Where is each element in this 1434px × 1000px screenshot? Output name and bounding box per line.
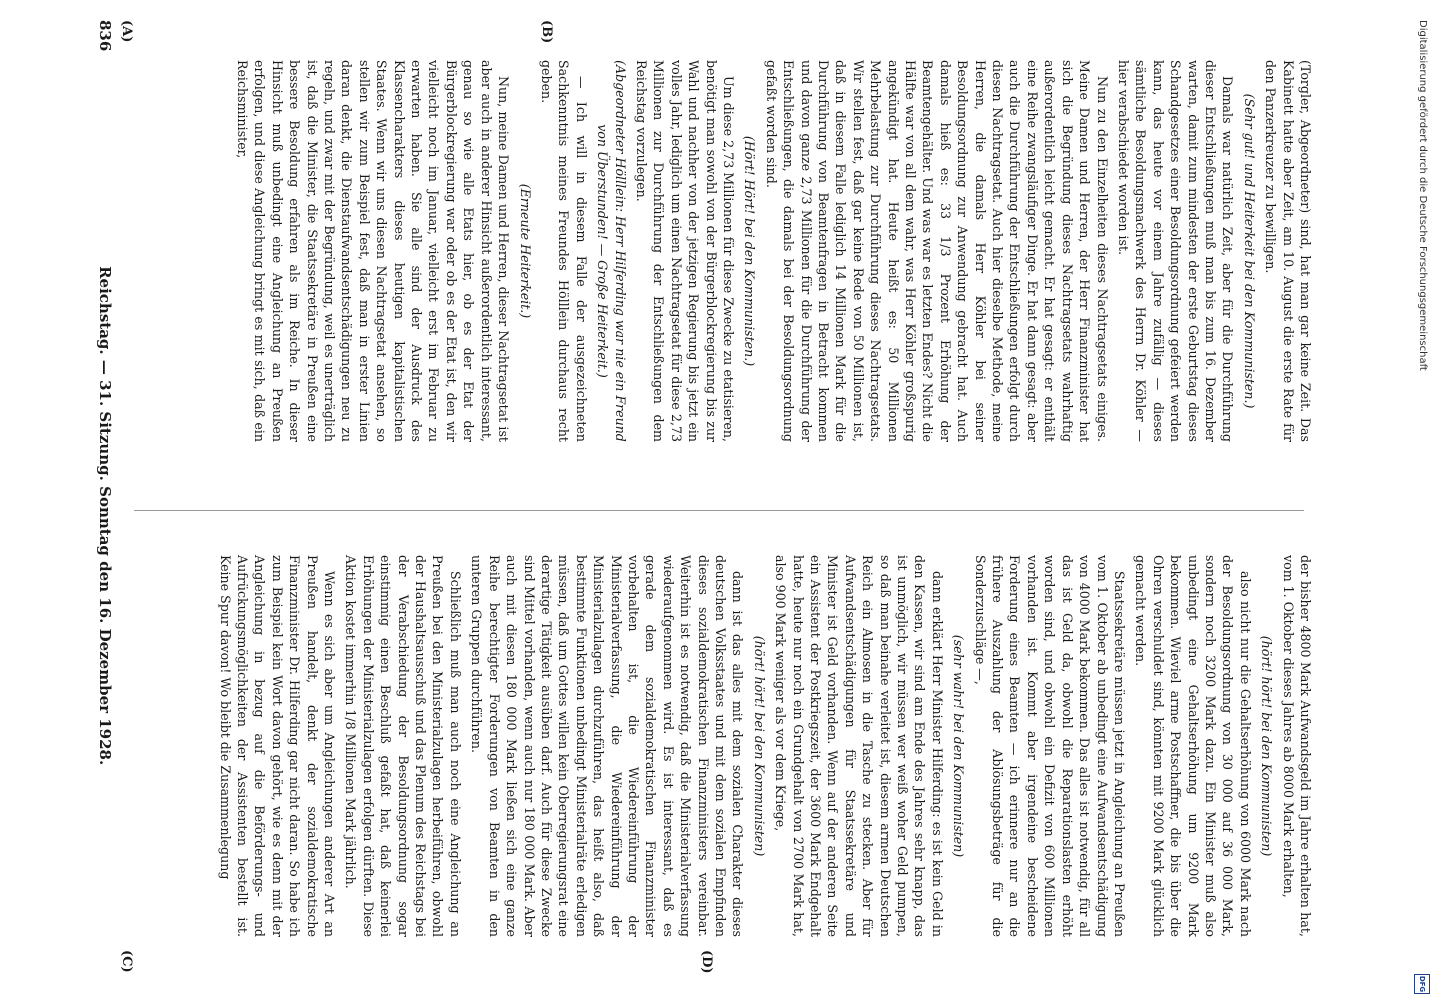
page-header: [84, 20, 114, 980]
interjection: (Abgeordneter Hölllein: Herr Hilferding war nie ein Freund von Überstunden! — Große Heiterkeit.): [595, 60, 628, 442]
interjection: (hört! hört! bei den Kommunisten): [751, 635, 767, 857]
paragraph: Nun, meine Damen und Herren, dieser Nachtragsetat ist aber auch in anderer Hinsicht außerordentlich interessant, genau so wie alle Etats hier, ob es der Etat der Bürgerblockregierung war oder ob es der Etat ist, den wir vielleicht noch im Januar, vielleicht erst im Februar zu erwarten haben. Sie alle sind der Ausdruck des Klassencharakters dieses heutigen kapitalistischen Staates. Wenn wir uns diesen Nachtragsetat ansehen, so stellen wir zum Beispiel fest, daß man in erster Linien daran denkt, die Dienstaufwandsentschädigungen neu zu regeln, und zwar mit der Begründung, weil es unerträglich ist, daß die Minister, die Staatssekretäre in Preußen eine bessere Besoldung erfahren als im Reiche. In dieser Hinsicht muß unbedingt eine Angleichung an Preußen erfolgen, und diese Angleichung bringt es mit sich, daß ein Reichsminister,: [235, 60, 512, 442]
interjection: (sehr wahr! bei den Kommunisten): [951, 634, 967, 858]
paragraph: Wenn es sich aber um Angleichungen anderer Art an Preußen handelt, denkt der sozialdemokratische Finanzminister Dr. Hilferding gar nicht daran. So habe ich zum Beispiel kein Wort davon gehört, wie es denn mit der Angleichung in bezug auf die Beförderungs- und Aufrückungsmöglichkeiten der Assistenten bestellt ist. Keine Spur davon! Wo bleibt die Zusammenlegung: [217, 555, 338, 937]
page-number: 836: [96, 20, 114, 52]
column-divider: [134, 510, 1304, 511]
paragraph: dann erklärt Herr Minister Hilferding: es ist kein Geld in den Kassen, wir sind am Ende des Jahres sehr knapp, das ist unmöglich, wir müssen wer weiß woher Geld pumpen, so daß man beinahe verleitet ist, diesem armen Deutschen Reich ein Almosen in die Tasche zu stecken. Aber für Aufwandsentschädigungen für Staatssekretäre und Minister ist Geld vorhanden. Wenn auf der anderen Seite ein Assistent der Postkriegszeit, der 3600 Mark Endgehalt hatte, heute nur noch ein Grundgehalt von 2700 Mark hat, also 900 Mark weniger als vor dem Kriege,: [773, 555, 945, 937]
page-title: Reichstag. — 31. Sitzung. Sonntag den 16. Dezember 1928.: [96, 266, 114, 766]
margin-mark-d: (D): [699, 950, 714, 974]
margin-mark-a: (A): [119, 20, 134, 43]
paragraph: Nun zu den Einzelheiten dieses Nachtragsetats einiges. Meine Damen und Herren, der Herr Finanzminister hat sich die Begründung dieses Nachtragsetats wahrhaftig außerordentlich leicht gemacht. Er hat gesagt: er enthält eine Reihe zwangsläufiger Dinge. Er hat dann gesagt: aber auch die Durchführung der Entschließungen erfolgt durch diesen Nachtragsetat. Auch hier dieselbe Methode, meine Herren, die damals Herr Köhler bei seiner Besoldungsordnung zur Anwendung gebracht hat. Auch damals hieß es: 33 1/3 Prozent Erhöhung der Beamtengehälter. Und was war es letzten Endes? Nicht die Hälfte war von all dem wahr, was Herr Köhler großspurig angekündigt hat. Heute heißt es: 50 Millionen Mehrbelastung zur Durchführung dieses Nachtragsetats. Wir stellen fest, daß gar keine Rede von 50 Millionen ist, daß in diesem Falle lediglich 14 Millionen Mark für die Durchführung von Beamtenfragen in Betracht kommen und davon ganze 2,73 Millionen für die Durchführung der Entschließungen, die damals bei der Besoldungsordnung gefaßt worden sind.: [763, 60, 1110, 442]
paragraph: Damals war natürlich Zeit, aber für die Durchführung dieser Entschließungen muß man bis zum 16. Dezember warten, damit zum mindesten der erste Geburtstag dieses Schandgesetzes einer Besoldungsordnung gefeiert werden kann, das heute vor einem Jahre zufällig — dieses sämtliche Besoldungsmachwerk des Herrn Dr. Köhler — hier verabschiedet worden ist.: [1115, 60, 1236, 442]
paragraph: also nicht nur die Gehaltserhöhung von 6000 Mark nach der Besoldungsordnung von 30 000 auf 36 000 Mark, sondern noch 3200 Mark dazu. Ein Minister muß also unbedingt eine Gehaltserhöhung um 9200 Mark bekommen. Wieviel arme Postschaffner, die bis über die Ohren verschuldet sind, könnten mit 9200 Mark glücklich gemacht werden.: [1133, 555, 1253, 937]
interjection: (hört! hört! bei den Kommunisten): [1259, 635, 1275, 857]
interjection: (Sehr gut! und Heiterkeit bei den Kommunisten.): [1241, 93, 1257, 409]
paragraph: Schließlich muß man auch noch eine Angleichung an Preußen bei den Ministerialzulagen herbeiführen, obwohl der Haushaltsausschuß und das Plenum des Reichstags bei der Verabschiedung der Besoldungsordnung sogar einstimmig einen Beschluß gefaßt hat, daß keinerlei Erhöhungen der Ministerialzulagen erfolgen dürften. Diese Aktion kostet immerhin 1/8 Millionen Mark jährlich.: [343, 555, 463, 937]
interjection: (Hört! Hört! bei den Kommunisten.): [742, 135, 758, 367]
paragraph: Staatssekretäre müssen jetzt in Angleichung an Preußen vom 1. Oktober ab unbedingt eine Aufwandsentschädigung von 4000 Mark bekommen. Das alles ist notwendig, für all das ist Geld da, obwohl die Reparationslasten erhöht worden sind, und obwohl ein Defizit von 600 Millionen vorhanden ist. Kommt aber irgendeine bescheidene Forderung eines Beamten — ich erinnere nur an die frühere Auszahlung der Ablösungsbeträge für die Sonderzuschläge —,: [972, 555, 1127, 937]
paragraph: dann ist das alles mit dem sozialen Charakter dieses deutschen Volksstaates und mit dem sozialen Empfinden dieses sozialdemokratischen Finanzministers vereinbar. Weiterhin ist es notwendig, daß die Ministerialverfassung wiederaufgenommen wird. Es ist interessant, daß es gerade dem sozialdemokratischen Finanzminister vorbehalten ist, die Wiedereinführung der Ministerialverfassung, die Wiedereinführung der Ministerialzulagen durchzuführen, das heißt also, daß bestimmte Funktionen unbedingt Ministerialräte erledigen müssen, daß um Gottes willen kein Oberregierungsrat eine derartige Tätigkeit ausüben darf. Auch für diese Zwecke sind Mittel vorhanden, wenn auch nur 180 000 Mark. Aber auch mit diesen 180 000 Mark ließen sich eine ganze Reihe berechtigter Forderungen von Beamten in den unteren Gruppen durchführen.: [469, 555, 746, 937]
margin-mark-b: (B): [539, 20, 554, 44]
right-column: [134, 555, 1314, 937]
interjection: (Erneute Heiterkeit.): [517, 183, 533, 319]
paragraph: (Torgler, Abgeordneter) sind, hat man gar keine Zeit. Das Kabinett hatte aber Zeit, am 10. August die erste Rate für den Panzerkreuzer zu bewilligen.: [1263, 60, 1313, 442]
margin-mark-c: (C): [119, 950, 134, 973]
paragraph: Um diese 2,73 Millionen für diese Zwecke zu etatisieren, benötigt man sowohl von der Bürgerblockregierung bis zur Wahl und nachher von der jetzigen Regierung bis jetzt ein volles Jahr, lediglich um einen Nachtragsetat für diese 2,73 Millionen zur Durchführung der Entschließungen dem Reichstag vorzulegen.: [633, 60, 736, 442]
paragraph: — Ich will in diesem Falle der ausgezeichneten Sachkenntnis meines Freundes Hölllein durchaus recht geben.: [538, 60, 589, 442]
left-column: [134, 60, 1314, 442]
dfg-logo: DFG: [1414, 974, 1430, 994]
paragraph: der bisher 4800 Mark Aufwandsgeld im Jahre erhalten hat, vom 1. Oktober dieses Jahres ab 8000 Mark erhalten,: [1280, 555, 1313, 937]
digitization-note: Digitalisierung gefördert durch die Deutsche Forschungsgemeinschaft: [1417, 20, 1428, 371]
